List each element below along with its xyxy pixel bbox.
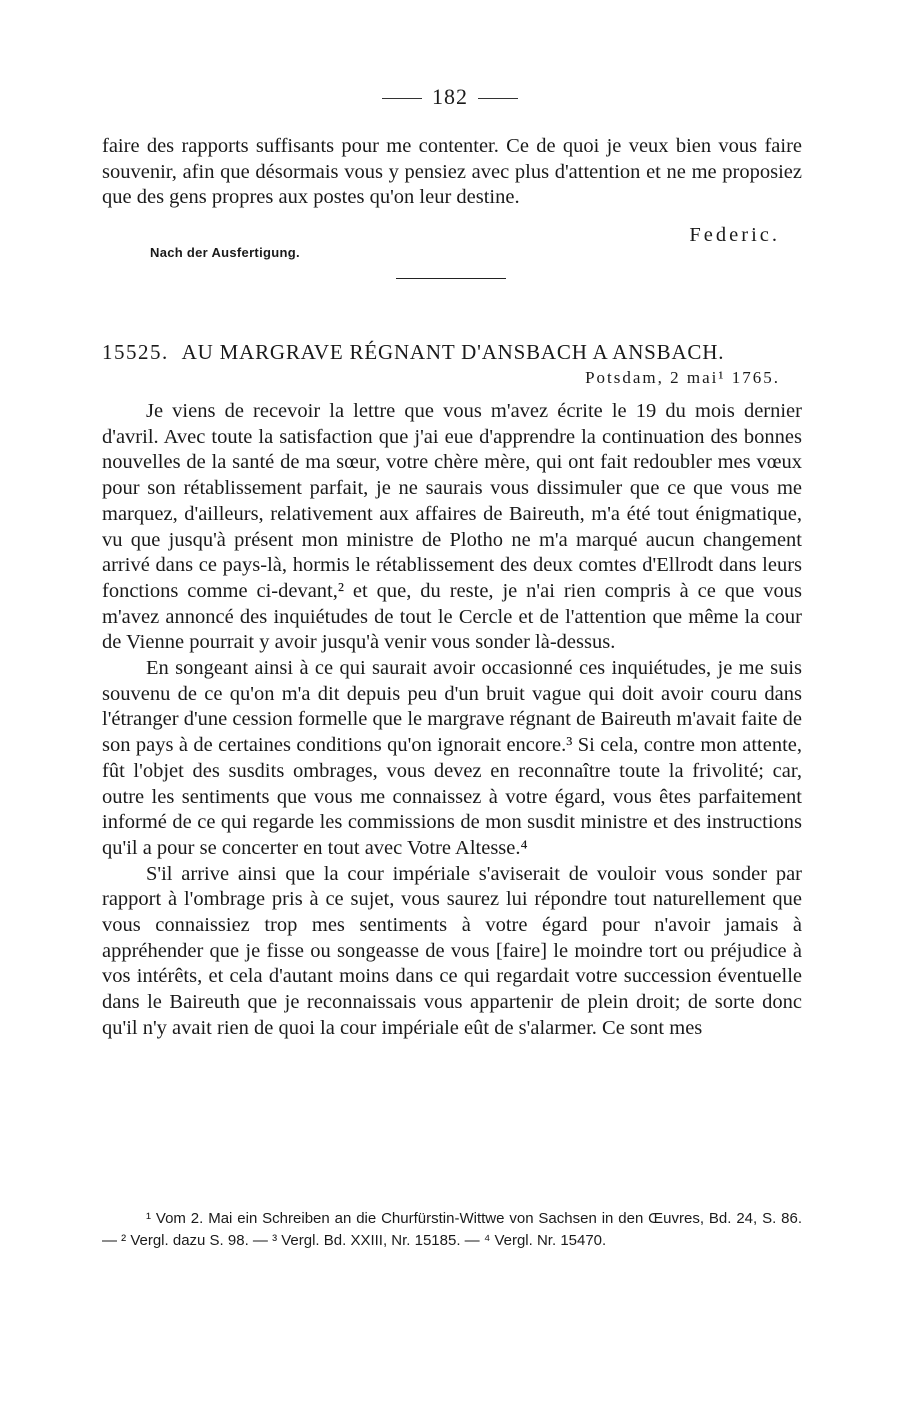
letter-paragraph: Je viens de recevoir la lettre que vous m'avez écrite le 19 du mois dernier d'avril. Avec toute la satisfaction que j'ai eue d'apprendre la continuation des bonnes nouvelles de la santé de ma sœur, votre chère mère, qui ont fait redoubler mes vœux pour son rétablissement parfait, je ne saurais vous dissimuler que ce que vous me marquez, d'ailleurs, relativement aux affaires de Baireuth, m'a été tout énigmatique, vu que jusqu'à présent mon ministre de Plotho ne m'a marqué aucun changement arrivé dans ce pays-là, hormis le rétablissement des deux comtes d'Ellrodt dans leurs fonctions comme ci-devant,² et que, du reste, je n'ai rien compris à ce que vous m'avez annoncé des inquiétudes de tout le Cercle et de l'attention que même la cour de Vienne pourrait y avoir jusqu'à venir vous sonder là-dessus. (102, 400, 802, 654)
continuation-paragraph: faire des rapports suffisants pour me contenter. Ce de quoi je veux bien vous faire souvenir, afin que désormais vous y pensiez avec plus d'attention et ne me proposiez que des gens propres aux postes qu'on leur destine. (102, 135, 802, 209)
source-note: Nach der Ausfertigung. (150, 245, 300, 260)
page-number-header (0, 84, 900, 110)
footnote-text: ¹ Vom 2. Mai ein Schreiben an die Churfürstin-Wittwe von Sachsen in den Œuvres, Bd. 24, S. 86. — ² Vergl. dazu S. 98. — ³ Vergl. Bd. XXIII, Nr. 15185. — ⁴ Vergl. Nr. 15470. (102, 1210, 802, 1249)
page-number: 182 (432, 84, 468, 109)
letter-body (102, 399, 802, 1042)
header-dash-right (478, 98, 518, 99)
section-separator (396, 278, 506, 279)
footnotes (102, 1208, 802, 1252)
header-dash-left (382, 98, 422, 99)
letter-heading (102, 340, 802, 365)
letter-paragraph: En songeant ainsi à ce qui saurait avoir occasionné ces inquiétudes, je me suis souvenu de ce qu'on m'a dit depuis peu d'un bruit vague qui doit avoir couru dans l'étranger d'une cession formelle que le margrave régnant de Baireuth m'avait faite de son pays à de certaines conditions qu'on ignorait encore.³ Si cela, contre mon attente, fût l'objet des susdits ombrages, vous devez en reconnaître toute la frivolité; car, outre les sentiments que vous me connaissez à votre égard, vous êtes parfaitement informé de ce qui regarde les commissions de mon susdit ministre et des instructions qu'il a pour se concerter en tout avec Votre Altesse.⁴ (102, 657, 802, 859)
signature: Federic. (689, 224, 780, 246)
letter-paragraph: S'il arrive ainsi que la cour impériale s'aviserait de vouloir vous sonder par rapport à l'ombrage pris à ce sujet, vous saurez lui répondre tout naturellement que vous connaissiez trop mes sentiments à votre égard pour n'avoir jamais à appréhender que je fisse ou songeasse de vous [faire] le moindre tort ou préjudice à vos intérêts, et cela d'autant moins dans ce qui regardait votre succession éventuelle dans le Baireuth que je reconnaissais vous appartenir de plein droit; de sorte donc qu'il n'y avait rien de quoi la cour impériale eût de s'alarmer. Ce sont mes (102, 862, 802, 1039)
letter-title: AU MARGRAVE RÉGNANT D'ANSBACH A ANSBACH. (181, 340, 725, 364)
letter-dateline: Potsdam, 2 mai¹ 1765. (585, 368, 780, 387)
letter-number: 15525. (102, 340, 169, 364)
